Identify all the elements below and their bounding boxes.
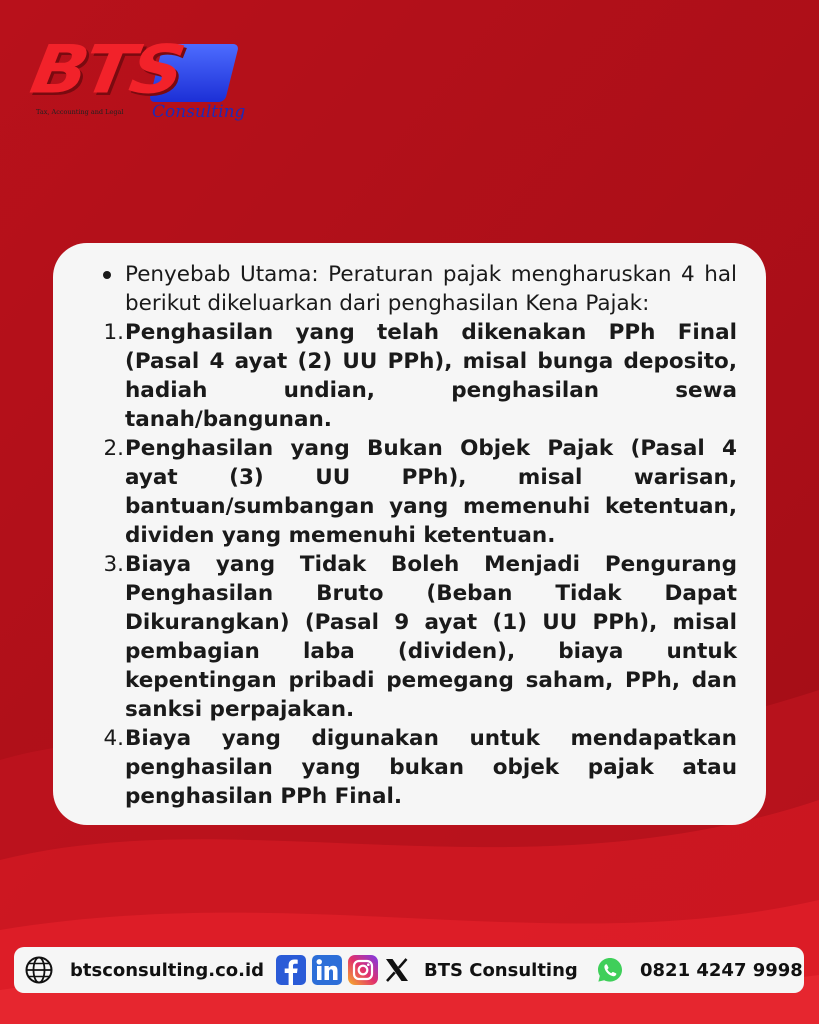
item-number: 2. [103,436,124,461]
list-item [103,550,737,724]
website-text: btsconsulting.co.id [70,959,264,981]
item-number: 1. [103,320,124,345]
contact-footer [14,947,804,993]
content-list [103,260,737,811]
intro-item [125,260,737,318]
logo-tagline: Tax, Accounting and Legal [36,108,124,116]
company-logo [25,30,246,130]
bullet-icon [103,271,111,279]
globe-icon [24,955,54,985]
content-card [53,243,766,825]
list-item [103,318,737,434]
item-number: 4. [103,726,124,751]
logo-subtitle: Consulting [152,102,246,122]
instagram-icon [348,955,378,985]
website-link[interactable] [24,947,264,993]
item-text: Penghasilan yang telah dikenakan PPh Final (Pasal 4 ayat (2) UU PPh), misal bunga deposito, hadiah undian, penghasilan sewa tanah/bangunan. [125,320,737,432]
social-name-link[interactable] [424,947,578,993]
phone-text: 0821 4247 9998 [640,959,803,981]
whatsapp-link[interactable] [596,947,803,993]
item-text: Biaya yang Tidak Boleh Menjadi Pengurang Penghasilan Bruto (Beban Tidak Dapat Dikurangkan) (Pasal 9 ayat (1) UU PPh), misal pembagian laba (dividen), biaya untuk kepentingan pribadi pemegang saham, PPh, dan sanksi perpajakan. [125,552,737,722]
facebook-icon [276,955,306,985]
list-item [103,434,737,550]
item-text: Penghasilan yang Bukan Objek Pajak (Pasal 4 ayat (3) UU PPh), misal warisan, bantuan/sumbangan yang memenuhi ketentuan, dividen yang memenuhi ketentuan. [125,436,737,548]
linkedin-icon [312,955,342,985]
item-number: 3. [103,552,124,577]
x-icon [383,956,411,984]
intro-text: Penyebab Utama: Peraturan pajak mengharuskan 4 hal berikut dikeluarkan dari penghasilan Kena Pajak: [125,262,737,316]
logo-mark: BTS [25,31,188,109]
whatsapp-icon [596,956,624,984]
linkedin-link[interactable] [312,947,342,993]
list-item [103,724,737,811]
x-link[interactable] [383,947,411,993]
item-text: Biaya yang digunakan untuk mendapatkan penghasilan yang bukan objek pajak atau penghasilan PPh Final. [125,726,737,809]
instagram-link[interactable] [348,947,378,993]
facebook-link[interactable] [276,947,306,993]
social-name-text: BTS Consulting [424,959,578,981]
